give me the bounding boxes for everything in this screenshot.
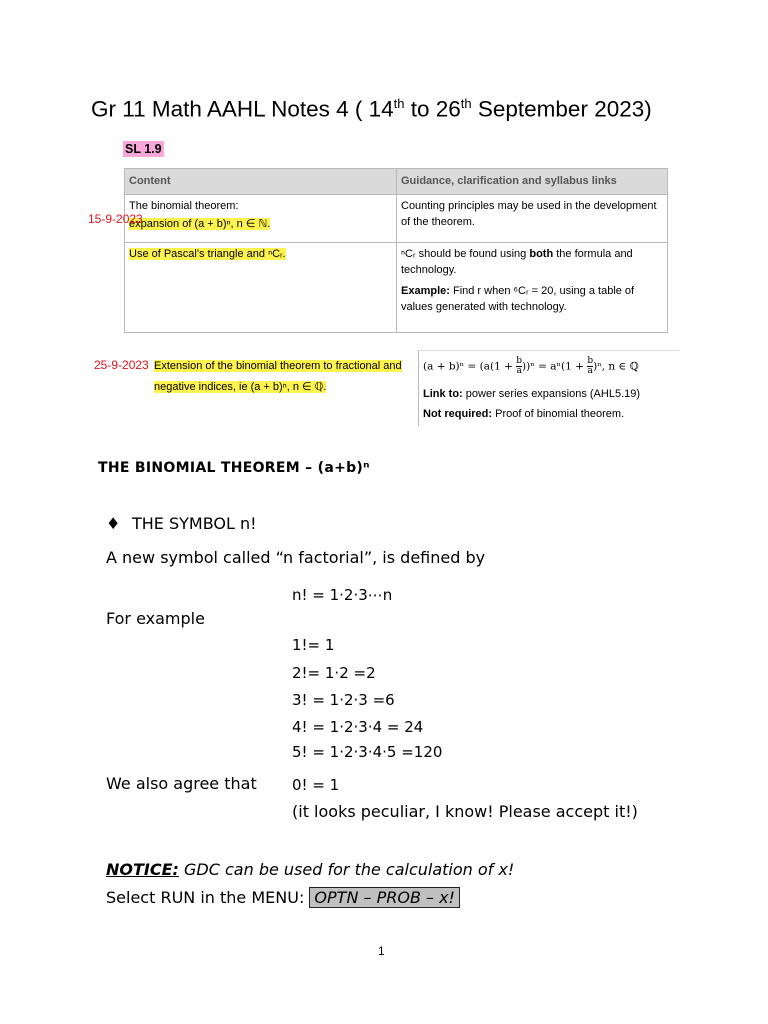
guidance-text: ⁿCᵣ should be found using: [401, 247, 530, 260]
title-end: September 2023): [471, 96, 652, 122]
example-item: 3! = 1·2·3 =6: [292, 691, 395, 709]
aside-text: (it looks peculiar, I know! Please accept it!): [292, 802, 638, 821]
link-text: power series expansions (AHL5.19): [462, 388, 641, 400]
title-mid: to 26: [404, 96, 461, 122]
binomial-formula: [419, 351, 679, 382]
page-title: [91, 96, 652, 123]
example-text: Find r when ⁶Cᵣ = 20, using a table of values generated with technology.: [401, 284, 635, 313]
example-item: 4! = 1·2·3·4 = 24: [292, 718, 424, 736]
subheading: THE SYMBOL n!: [132, 514, 257, 533]
highlighted-content: expansion of (a + b)ⁿ, n ∈ ℕ.: [129, 217, 271, 230]
example-item: 2!= 1·2 =2: [292, 664, 376, 682]
notice-line: [106, 860, 514, 879]
example-item: 5! = 1·2·3·4·5 =120: [292, 743, 443, 761]
page-number: 1: [378, 944, 385, 958]
table-row: [125, 194, 668, 242]
date-label: 25-9-2023: [94, 358, 149, 372]
table-cell-guidance: [397, 242, 668, 332]
formula-part: )ⁿ, n ∈ ℚ: [593, 360, 639, 373]
fraction-numerator: b: [516, 356, 523, 366]
table-cell-guidance: Counting principles may be used in the development of the theorem.: [397, 194, 668, 242]
example-label: Example:: [401, 284, 450, 297]
section-heading: THE BINOMIAL THEOREM – (a+b)ⁿ: [98, 460, 370, 476]
fraction-denominator: a: [587, 366, 593, 376]
factorial-definition: n! = 1·2·3⋯n: [292, 586, 393, 604]
table-header-row: [125, 169, 668, 195]
for-example-label: For example: [106, 609, 205, 628]
fraction-numerator: b: [587, 356, 594, 366]
section-tag: SL 1.9: [125, 142, 162, 156]
select-text: Select RUN in the MENU:: [106, 888, 305, 907]
title-main: Gr 11 Math AAHL Notes 4 ( 14: [91, 96, 394, 122]
content-text: The binomial theorem:: [129, 199, 239, 212]
highlighted-content: Extension of the binomial theorem to fractional and: [154, 360, 402, 372]
fraction-denominator: a: [516, 366, 522, 376]
notice-label: NOTICE:: [106, 860, 179, 879]
notice-text: GDC can be used for the calculation of x!: [178, 860, 515, 879]
formula-part: (a + b)ⁿ = (a(1 +: [423, 360, 517, 373]
agree-label: We also agree that: [106, 774, 257, 793]
example-item: 1!= 1: [292, 636, 335, 654]
guidance-text: the formula and technology.: [401, 247, 633, 276]
not-required-text: Proof of binomial theorem.: [492, 408, 625, 420]
menu-path-box: OPTN – PROB – x!: [309, 887, 460, 908]
bullet-icon: ♦: [106, 514, 121, 533]
extension-content: [154, 356, 410, 398]
table-header-guidance: Guidance, clarification and syllabus links: [397, 169, 668, 195]
guidance-bold: both: [529, 247, 554, 260]
syllabus-table: [124, 168, 668, 333]
not-required-label: Not required:: [423, 408, 493, 420]
select-line: [106, 888, 460, 907]
extension-guidance: [418, 350, 679, 426]
title-sup-2: th: [460, 96, 472, 111]
title-sup-1: th: [393, 96, 405, 111]
table-cell-content: [125, 242, 397, 332]
intro-text: A new symbol called “n factorial”, is defined by: [106, 548, 486, 567]
highlighted-content: Use of Pascal's triangle and ⁿCᵣ.: [129, 247, 286, 260]
zero-factorial: 0! = 1: [292, 776, 340, 794]
highlighted-content: negative indices, ie (a + b)ⁿ, n ∈ ℚ.: [154, 381, 327, 393]
table-cell-content: [125, 194, 397, 242]
table-header-content: Content: [125, 169, 397, 195]
link-label: Link to:: [423, 388, 463, 400]
date-label: 15-9-2023: [88, 212, 143, 226]
table-row: [125, 242, 668, 332]
formula-part: ))ⁿ = aⁿ(1 +: [522, 360, 588, 373]
